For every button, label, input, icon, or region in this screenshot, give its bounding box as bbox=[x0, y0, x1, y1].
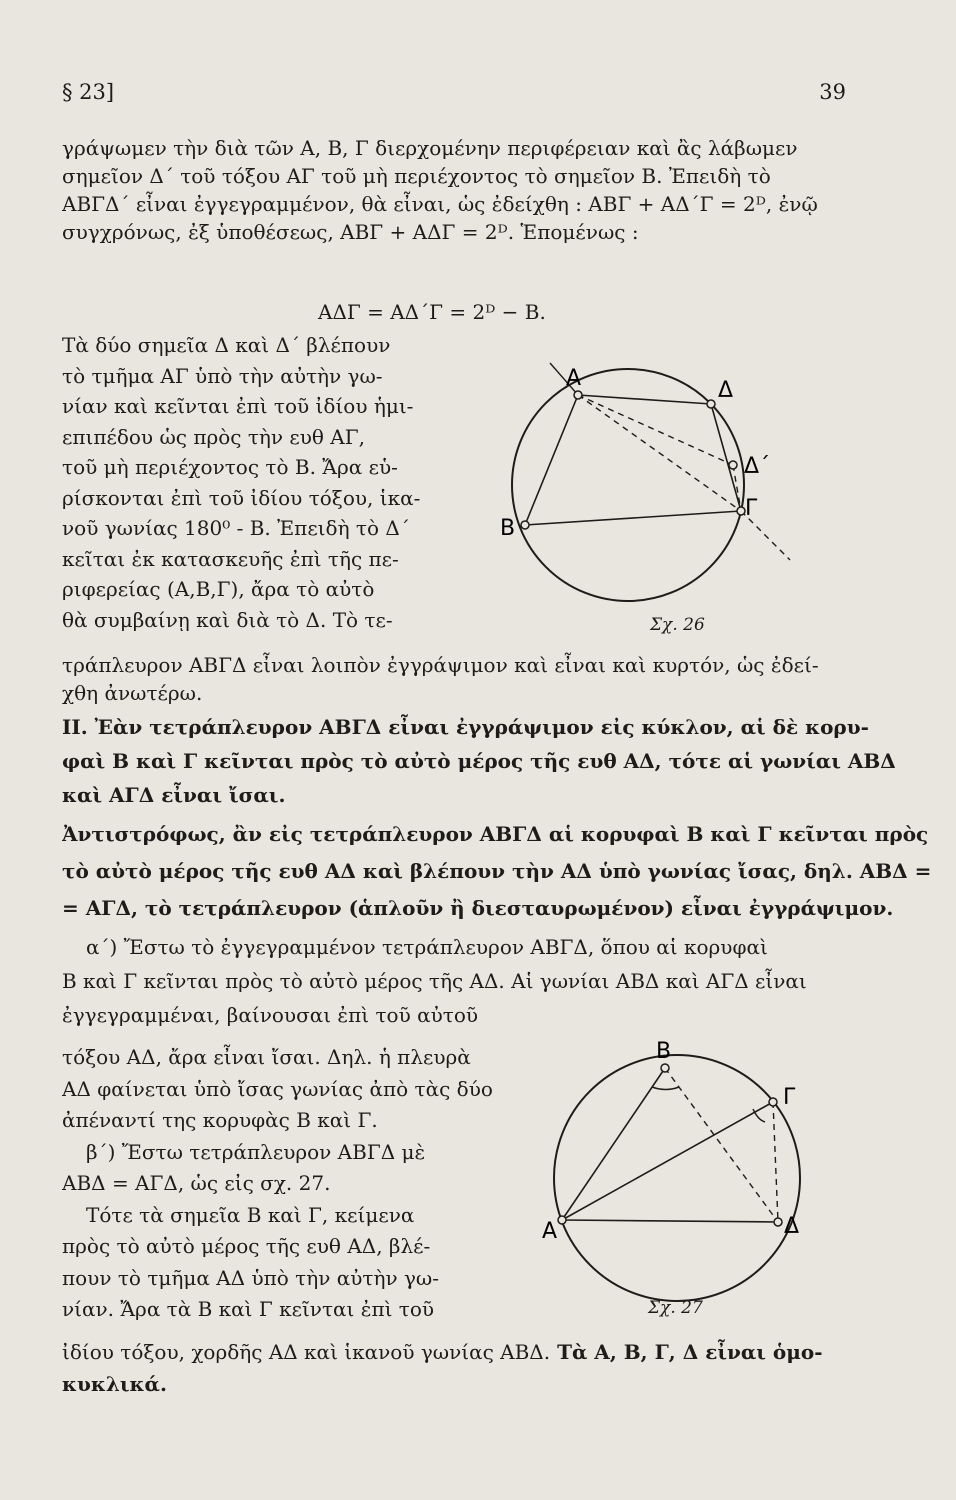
segment-ag bbox=[562, 1102, 773, 1220]
text-line: β΄) Ἔστω τετράπλευρον ΑΒΓΔ μὲ bbox=[86, 1139, 426, 1164]
section-reference: § 23] bbox=[62, 80, 115, 104]
text-line: ΑΔ φαίνεται ὑπὸ ἴσας γωνίας ἀπὸ τὰς δύο bbox=[62, 1076, 493, 1101]
theorem-ii bbox=[62, 710, 896, 812]
paragraph-part-b bbox=[62, 1042, 493, 1326]
text-span-bold: Τὰ Α, Β, Γ, Δ εἶναι ὁμο- bbox=[550, 1340, 823, 1364]
figure-27-circle-diagram bbox=[540, 1030, 830, 1315]
text-line: κεῖται ἐκ κατασκευῆς ἐπὶ τῆς πε- bbox=[62, 546, 399, 571]
text-line: κυκλικά. bbox=[62, 1372, 167, 1396]
point-d-prime bbox=[729, 461, 737, 469]
text-line: χθη ἀνωτέρω. bbox=[62, 681, 203, 705]
text-line: Ἀντιστρόφως, ἂν εἰς τετράπλευρον ΑΒΓΔ αἱ κορυφαὶ Β καὶ Γ κεῖνται πρὸς bbox=[62, 822, 929, 846]
paragraph-conclusion bbox=[62, 651, 819, 707]
text-line: γράψωμεν τὴν διὰ τῶν Α, Β, Γ διερχομένην περιφέρειαν καὶ ἂς λάβωμεν bbox=[62, 136, 798, 160]
figure-26-circle-diagram bbox=[490, 355, 820, 630]
segment-bg bbox=[525, 511, 741, 525]
segment-gd-dashed bbox=[773, 1102, 778, 1222]
label-b: B bbox=[500, 516, 516, 541]
text-line: τὸ αὐτὸ μέρος τῆς ευθ ΑΔ καὶ βλέπουν τὴν ΑΔ ὑπὸ γωνίας ἴσας, δηλ. ΑΒΔ = bbox=[62, 859, 932, 883]
label-d: Δ bbox=[784, 1214, 800, 1239]
paragraph-proof bbox=[62, 330, 420, 635]
point-g bbox=[769, 1098, 777, 1106]
point-b bbox=[521, 521, 529, 529]
text-line: νίαν καὶ κεῖνται ἐπὶ τοῦ ἰδίου ἡμι- bbox=[62, 394, 414, 418]
text-line: ρίσκονται ἐπὶ τοῦ ἰδίου τόξου, ἱκα- bbox=[62, 485, 421, 510]
text-span: ἰδίου τόξου, χορδῆς ΑΔ καὶ ἱκανοῦ γωνίας ΑΒΔ. bbox=[62, 1340, 551, 1364]
segment-ab bbox=[562, 1068, 665, 1220]
text-line: ΙΙ. Ἐὰν τετράπλευρον ΑΒΓΔ εἶναι ἐγγράψιμον εἰς κύκλον, αἱ δὲ κορυ- bbox=[62, 715, 869, 739]
text-line: ριφερείας (Α,Β,Γ), ἄρα τὸ αὐτὸ bbox=[62, 577, 375, 601]
segment-ad bbox=[562, 1220, 778, 1222]
text-line: νίαν. Ἄρα τὰ Β καὶ Γ κεῖνται ἐπὶ τοῦ bbox=[62, 1297, 435, 1321]
text-line: πουν τὸ τμῆμα ΑΔ ὑπὸ τὴν αὐτὴν γω- bbox=[62, 1265, 439, 1290]
label-d: Δ bbox=[718, 378, 734, 403]
figure-27-caption: Σχ. 27 bbox=[648, 1298, 703, 1318]
label-d-prime: Δ΄ bbox=[744, 454, 771, 479]
segment-ag-dashed bbox=[578, 395, 741, 511]
text-line: τράπλευρον ΑΒΓΔ εἶναι λοιπὸν ἐγγράψιμον καὶ εἶναι καὶ κυρτόν, ὡς ἐδεί- bbox=[62, 653, 819, 677]
text-line: επιπέδου ὡς πρὸς τὴν ευθ ΑΓ, bbox=[62, 424, 365, 449]
point-d bbox=[707, 400, 715, 408]
label-a: A bbox=[566, 366, 582, 391]
text-line: τοῦ μὴ περιέχοντος τὸ Β. Ἄρα εὑ- bbox=[62, 455, 398, 479]
label-g: Γ bbox=[745, 496, 758, 521]
paragraph-intro bbox=[62, 134, 818, 246]
point-g bbox=[737, 507, 745, 515]
text-line: πρὸς τὸ αὐτὸ μέρος τῆς ευθ ΑΔ, βλέ- bbox=[62, 1234, 431, 1258]
point-a bbox=[558, 1216, 566, 1224]
text-line: συγχρόνως, ἐξ ὑποθέσεως, ΑΒΓ + ΑΔΓ = 2ᴰ. Ἑπομένως : bbox=[62, 220, 639, 244]
segment-bd-dashed bbox=[665, 1068, 778, 1222]
text-line: = ΑΓΔ, τὸ τετράπλευρον (ἁπλοῦν ἢ διεσταυρωμένον) εἶναι ἐγγράψιμον. bbox=[62, 896, 894, 920]
label-a: A bbox=[542, 1219, 558, 1244]
text-line: ἀπέναντί της κορυφὰς Β καὶ Γ. bbox=[62, 1108, 378, 1132]
text-line: σημεῖον Δ΄ τοῦ τόξου ΑΓ τοῦ μὴ περιέχοντος τὸ σημεῖον Β. Ἐπειδὴ τὸ bbox=[62, 164, 771, 188]
angle-mark-b bbox=[652, 1087, 679, 1090]
text-line: νοῦ γωνίας 180⁰ - Β. Ἐπειδὴ τὸ Δ΄ bbox=[62, 516, 410, 540]
paragraph-part-a bbox=[62, 930, 807, 1032]
text-line: τὸ τμῆμα ΑΓ ὑπὸ τὴν αὐτὴν γω- bbox=[62, 363, 383, 388]
text-line bbox=[62, 1336, 823, 1368]
point-b bbox=[661, 1064, 669, 1072]
text-line: ΑΒΔ = ΑΓΔ, ὡς εἰς σχ. 27. bbox=[62, 1171, 331, 1195]
segment-ad bbox=[578, 395, 711, 404]
text-line: θὰ συμβαίνῃ καὶ διὰ τὸ Δ. Τὸ τε- bbox=[62, 607, 393, 632]
point-a bbox=[574, 391, 582, 399]
text-line: Β καὶ Γ κεῖνται πρὸς τὸ αὐτὸ μέρος τῆς ΑΔ. Αἱ γωνίαι ΑΒΔ καὶ ΑΓΔ εἶναι bbox=[62, 969, 807, 993]
figure-26-caption: Σχ. 26 bbox=[650, 615, 705, 635]
segment-ab bbox=[525, 395, 578, 525]
angle-equation: ΑΔΓ = ΑΔ΄Γ = 2ᴰ − Β. bbox=[318, 300, 546, 324]
text-line: καὶ ΑΓΔ εἶναι ἴσαι. bbox=[62, 783, 286, 807]
converse-statement bbox=[62, 816, 931, 927]
point-d bbox=[774, 1218, 782, 1226]
text-line: ΑΒΓΔ΄ εἶναι ἐγγεγραμμένον, θὰ εἶναι, ὡς ἐδείχθη : ΑΒΓ + ΑΔ΄Γ = 2ᴰ, ἐνῷ bbox=[62, 192, 818, 216]
label-g: Γ bbox=[783, 1085, 796, 1110]
text-line: α΄) Ἔστω τὸ ἐγγεγραμμένον τετράπλευρον ΑΒΓΔ, ὅπου αἱ κορυφαὶ bbox=[86, 935, 768, 959]
text-line: ἐγγεγραμμέναι, βαίνουσαι ἐπὶ τοῦ αὐτοῦ bbox=[62, 1003, 479, 1027]
segment-dg bbox=[711, 404, 741, 511]
text-line: τόξου ΑΔ, ἄρα εἶναι ἴσαι. Δηλ. ἡ πλευρὰ bbox=[62, 1045, 471, 1069]
angle-mark-g bbox=[753, 1109, 765, 1122]
text-line: Τὰ δύο σημεῖα Δ καὶ Δ΄ βλέπουν bbox=[62, 333, 391, 357]
paragraph-final bbox=[62, 1336, 823, 1400]
text-line: φαὶ Β καὶ Γ κεῖνται πρὸς τὸ αὐτὸ μέρος τῆς ευθ ΑΔ, τότε αἱ γωνίαι ΑΒΔ bbox=[62, 749, 896, 773]
text-line: Τότε τὰ σημεῖα Β καὶ Γ, κείμενα bbox=[86, 1202, 415, 1227]
page-number: 39 bbox=[819, 80, 846, 104]
label-b: B bbox=[656, 1039, 672, 1064]
